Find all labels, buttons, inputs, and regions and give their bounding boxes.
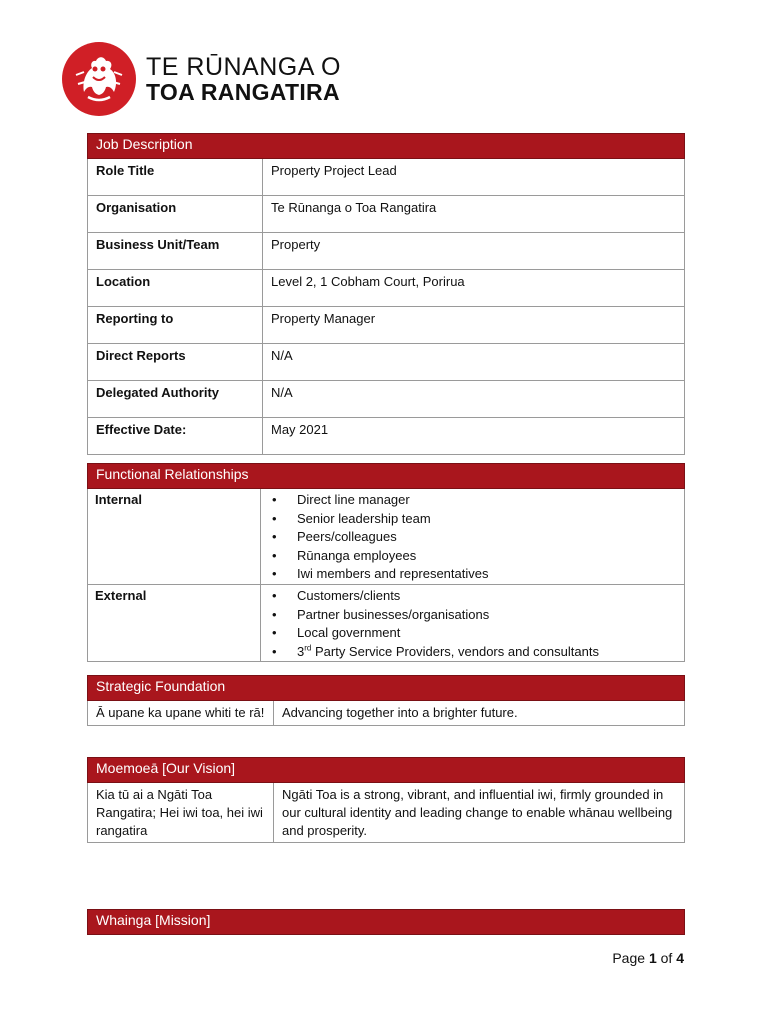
list-item: • Rūnanga employees — [261, 547, 684, 566]
job-description-table — [87, 133, 685, 455]
organisation-value: Te Rūnanga o Toa Rangatira — [263, 196, 685, 233]
strategic-foundation-english: Advancing together into a brighter future. — [274, 701, 685, 726]
delegated-authority-value: N/A — [263, 381, 685, 418]
table-row — [88, 233, 685, 270]
table-row — [88, 307, 685, 344]
internal-list — [261, 489, 684, 584]
list-item: • Customers/clients — [261, 587, 684, 606]
external-label: External — [88, 584, 261, 661]
organisation-label: Organisation — [88, 196, 263, 233]
functional-relationships-header: Functional Relationships — [88, 464, 685, 489]
business-unit-value: Property — [263, 233, 685, 270]
table-row — [88, 418, 685, 455]
reporting-to-value: Property Manager — [263, 307, 685, 344]
effective-date-label: Effective Date: — [88, 418, 263, 455]
table-row — [88, 159, 685, 196]
table-row — [88, 381, 685, 418]
list-item: • Direct line manager — [261, 491, 684, 510]
direct-reports-label: Direct Reports — [88, 344, 263, 381]
location-label: Location — [88, 270, 263, 307]
delegated-authority-label: Delegated Authority — [88, 381, 263, 418]
list-item: • Iwi members and representatives — [261, 565, 684, 584]
list-item: • Peers/colleagues — [261, 528, 684, 547]
page-number — [612, 950, 684, 966]
direct-reports-value: N/A — [263, 344, 685, 381]
strategic-foundation-maori: Ā upane ka upane whiti te rā! — [88, 701, 274, 726]
taniwha-emblem-icon — [62, 42, 136, 116]
role-title-label: Role Title — [88, 159, 263, 196]
table-row — [88, 701, 685, 726]
table-row — [88, 584, 685, 661]
total-pages: 4 — [676, 950, 684, 966]
list-item — [261, 643, 684, 662]
business-unit-label: Business Unit/Team — [88, 233, 263, 270]
list-item: • Local government — [261, 624, 684, 643]
current-page: 1 — [648, 950, 657, 966]
functional-relationships-table — [87, 463, 685, 662]
table-row — [88, 489, 685, 585]
vision-header: Moemoeā [Our Vision] — [88, 758, 685, 783]
organisation-logo — [62, 42, 341, 116]
table-row — [88, 344, 685, 381]
effective-date-value: May 2021 — [263, 418, 685, 455]
mission-header: Whainga [Mission] — [88, 910, 685, 935]
list-item: • Senior leadership team — [261, 510, 684, 529]
strategic-foundation-header: Strategic Foundation — [88, 676, 685, 701]
logo-title-line2: TOA RANGATIRA — [146, 79, 340, 105]
page-word: Page — [612, 950, 646, 966]
ordinal-suffix: rd — [304, 643, 312, 653]
strategic-foundation-table — [87, 675, 685, 726]
list-item: • Partner businesses/organisations — [261, 606, 684, 625]
third-party-rest: Party Service Providers, vendors and consultants — [311, 643, 599, 659]
vision-table — [87, 757, 685, 843]
internal-label: Internal — [88, 489, 261, 585]
third-party-prefix: 3 — [297, 643, 305, 659]
of-word: of — [660, 950, 673, 966]
table-row — [88, 783, 685, 843]
table-row — [88, 196, 685, 233]
table-row — [88, 270, 685, 307]
vision-maori: Kia tū ai a Ngāti Toa Rangatira; Hei iwi toa, hei iwi rangatira — [88, 783, 274, 843]
vision-english: Ngāti Toa is a strong, vibrant, and influential iwi, firmly grounded in our cultural identity and leading change to enable whānau wellbeing and prosperity. — [274, 783, 685, 843]
logo-title-line1: TE RŪNANGA O — [146, 53, 341, 81]
external-list — [261, 585, 684, 661]
job-description-header: Job Description — [88, 134, 685, 159]
mission-table — [87, 909, 685, 935]
reporting-to-label: Reporting to — [88, 307, 263, 344]
location-value: Level 2, 1 Cobham Court, Porirua — [263, 270, 685, 307]
role-title-value: Property Project Lead — [263, 159, 685, 196]
